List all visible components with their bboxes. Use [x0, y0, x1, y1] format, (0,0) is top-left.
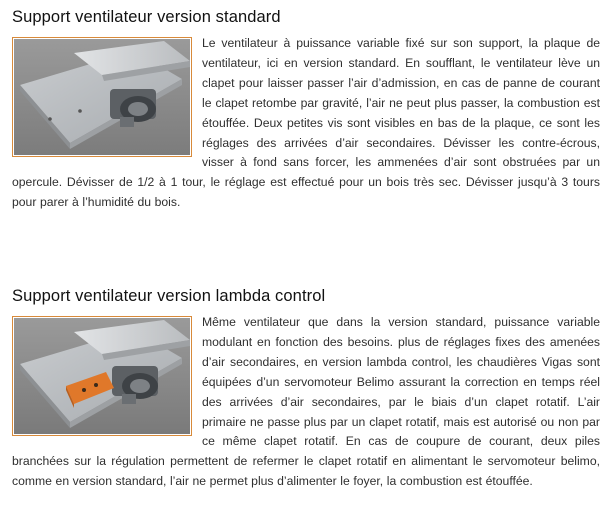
fan-support-lambda-photo — [12, 316, 192, 436]
fan-support-standard-image — [14, 39, 190, 155]
section-paragraph: Même ventilateur que dans la version standard, puissance variable modulant en fonction des besoins. plus de réglages fixes des amenées d’air secondaires, en version lambda control, les chaudières Vigas sont équipées d’un servomoteur Belimo assurant la correction en temps réel des arrivées d’air secondaires, par le biais d’un clapet rotatif. L’air primaire ne passe plus par un clapet rotatif, mais est autorisé ou non par ce même clapet rotatif. En cas de coupure de courant, deux piles branchées sur la régulation permettent de refermer le clapet rotatif en alimentant le servomoteur belimo, comme en version standard, l’air ne permet plus d’alimenter le foyer, la combustion est étouffée. — [12, 315, 600, 489]
fan-support-lambda-image — [14, 318, 190, 434]
section-title: Support ventilateur version standard — [12, 8, 281, 26]
section-lambda-control — [12, 285, 600, 492]
section-title: Support ventilateur version lambda control — [12, 287, 326, 305]
fan-support-standard-photo — [12, 37, 192, 157]
section-paragraph: Le ventilateur à puissance variable fixé sur son support, la plaque de ventilateur, ici en version standard. En soufflant, le ventilateur lève un clapet pour laisser passer l’air d’admission, en cas de panne de courant le clapet retombe par gravité, l’air ne peut plus passer, la combustion est étouffée. Deux petites vis sont visibles en bas de la plaque, ce sont les réglages des arrivées d’air secondaires. Dévisser les contre-écrous, visser à fond sans forcer, les ammenées d’air sont obstruées par un opercule. Dévisser de 1/2 à 1 tour, le réglage est effectué pour un bois très sec. Dévisser jusqu’à 3 tours pour parer à l’humidité du bois. — [12, 36, 600, 210]
section-standard — [12, 6, 600, 213]
